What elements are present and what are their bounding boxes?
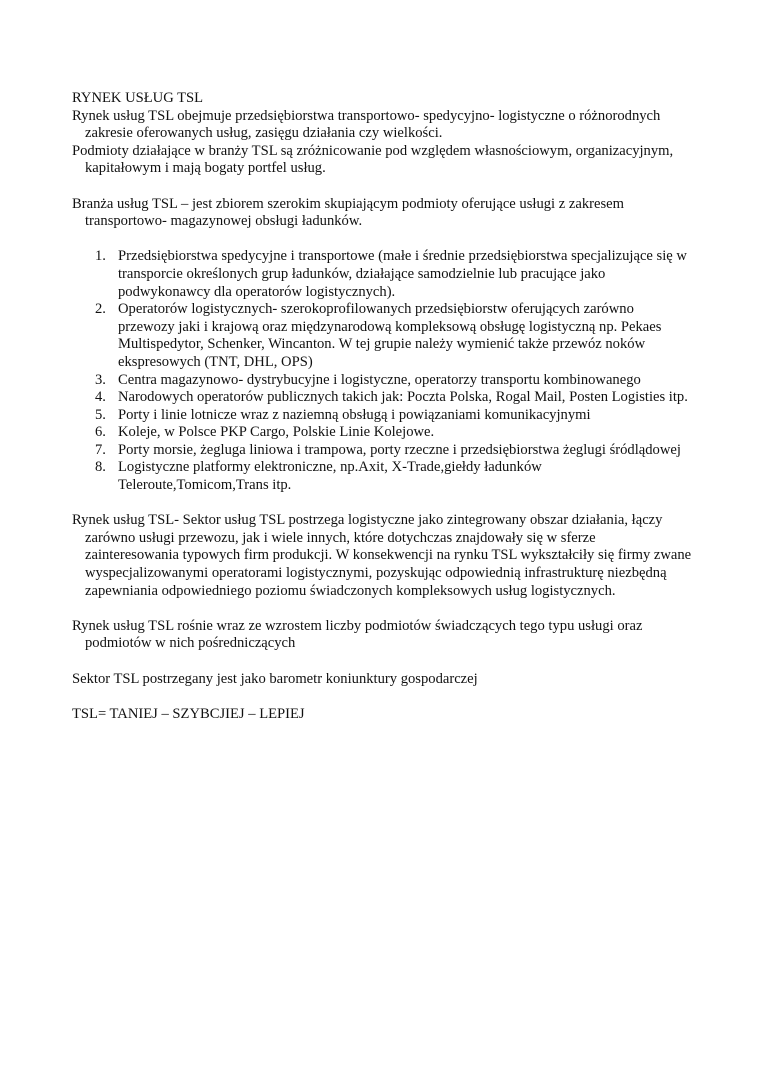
list-item-text: Operatorów logistycznych- szerokoprofilowanych przedsiębiorstw oferujących zarówno przewozy jaki i krajową oraz międzynarodową kompleksową obsługę logistyczną np. Pekaes Multispedytor, Schenker, Wincanton. W tej grupie należy wymienić także przewóz noków ekspresowych (TNT, DHL, OPS) — [118, 301, 662, 370]
paragraph-gap — [72, 231, 692, 249]
list-number: 3. — [95, 371, 106, 388]
branch-definition: Branża usług TSL – jest zbiorem szerokim skupiającym podmioty oferujące usługi z zakresem transportowo- magazynowej obsługi ładunków. — [72, 195, 624, 230]
intro-paragraph-1: Rynek usług TSL obejmuje przedsiębiorstwa transportowo- spedycyjno- logistyczne o różnorodnych zakresie oferowanych usług, zasięgu działania czy wielkości. — [72, 107, 661, 142]
tsl-entities-list — [72, 248, 692, 494]
list-item — [72, 248, 692, 301]
list-number: 8. — [95, 459, 106, 476]
paragraph-gap — [72, 653, 692, 671]
list-number: 5. — [95, 406, 106, 423]
list-number: 7. — [95, 441, 106, 458]
list-item — [72, 301, 692, 371]
list-item-text: Logistyczne platformy elektroniczne, np.Axit, X-Trade,giełdy ładunków Teleroute,Tomicom,Trans itp. — [118, 459, 542, 494]
growth-paragraph: Rynek usług TSL rośnie wraz ze wzrostem liczby podmiotów świadczących tego typu usługi oraz podmiotów w nich pośredniczących — [72, 617, 643, 652]
paragraph-gap — [72, 178, 692, 196]
paragraph-gap — [72, 495, 692, 513]
list-item-text: Porty morsie, żegluga liniowa i trampowa, porty rzeczne i przedsiębiorstwa żeglugi śródlądowej — [118, 441, 681, 458]
list-number: 1. — [95, 248, 106, 265]
list-item-text: Przedsiębiorstwa spedycyjne i transportowe (małe i średnie przedsiębiorstwa specjalizujące się w transporcie określonych grup ładunków, działające samodzielnie lub pracujące jako podwykonawcy dla operatorów logistycznych). — [118, 248, 687, 300]
list-item — [72, 372, 692, 390]
intro-paragraph-2: Podmioty działające w branży TSL są zróżnicowanie pod względem własnościowym, organizacyjnym, kapitałowym i mają bogaty portfel usług. — [72, 142, 674, 177]
list-number: 2. — [95, 301, 106, 318]
list-number: 4. — [95, 389, 106, 406]
document-page — [72, 90, 692, 723]
list-item-text: Porty i linie lotnicze wraz z naziemną obsługą i powiązaniami komunikacyjnymi — [118, 406, 591, 423]
list-item-text: Koleje, w Polsce PKP Cargo, Polskie Linie Kolejowe. — [118, 424, 435, 441]
list-item — [72, 389, 692, 407]
barometer-sentence: Sektor TSL postrzegany jest jako barometr koniunktury gospodarczej — [72, 670, 478, 687]
paragraph-gap — [72, 600, 692, 618]
document-heading: RYNEK USŁUG TSL — [72, 90, 204, 106]
list-item — [72, 442, 692, 460]
list-number: 6. — [95, 424, 106, 441]
list-item — [72, 407, 692, 425]
tsl-motto: TSL= TANIEJ – SZYBCJIEJ – LEPIEJ — [72, 705, 305, 722]
list-item-text: Centra magazynowo- dystrybucyjne i logistyczne, operatorzy transportu kombinowanego — [118, 371, 641, 388]
sector-paragraph: Rynek usług TSL- Sektor usług TSL postrzega logistyczne jako zintegrowany obszar działania, łączy zarówno usługi przewozu, jak i wiele innych, które dotychczas znajdowały się w sferze zainteresowania typowych firm produkcji. W konsekwencji na rynku TSL wykształciły się firmy zwane wyspecjalizowanymi operatorami logistycznymi, pozyskując odpowiednią infrastrukturę niezbędną zapewniania odpowiedniego poziomu świadczonych kompleksowych usług logistycznych. — [72, 512, 692, 599]
list-item — [72, 424, 692, 442]
list-item — [72, 459, 692, 494]
list-item-text: Narodowych operatorów publicznych takich jak: Poczta Polska, Rogal Mail, Posten Logisties itp. — [118, 389, 688, 406]
paragraph-gap — [72, 688, 692, 706]
